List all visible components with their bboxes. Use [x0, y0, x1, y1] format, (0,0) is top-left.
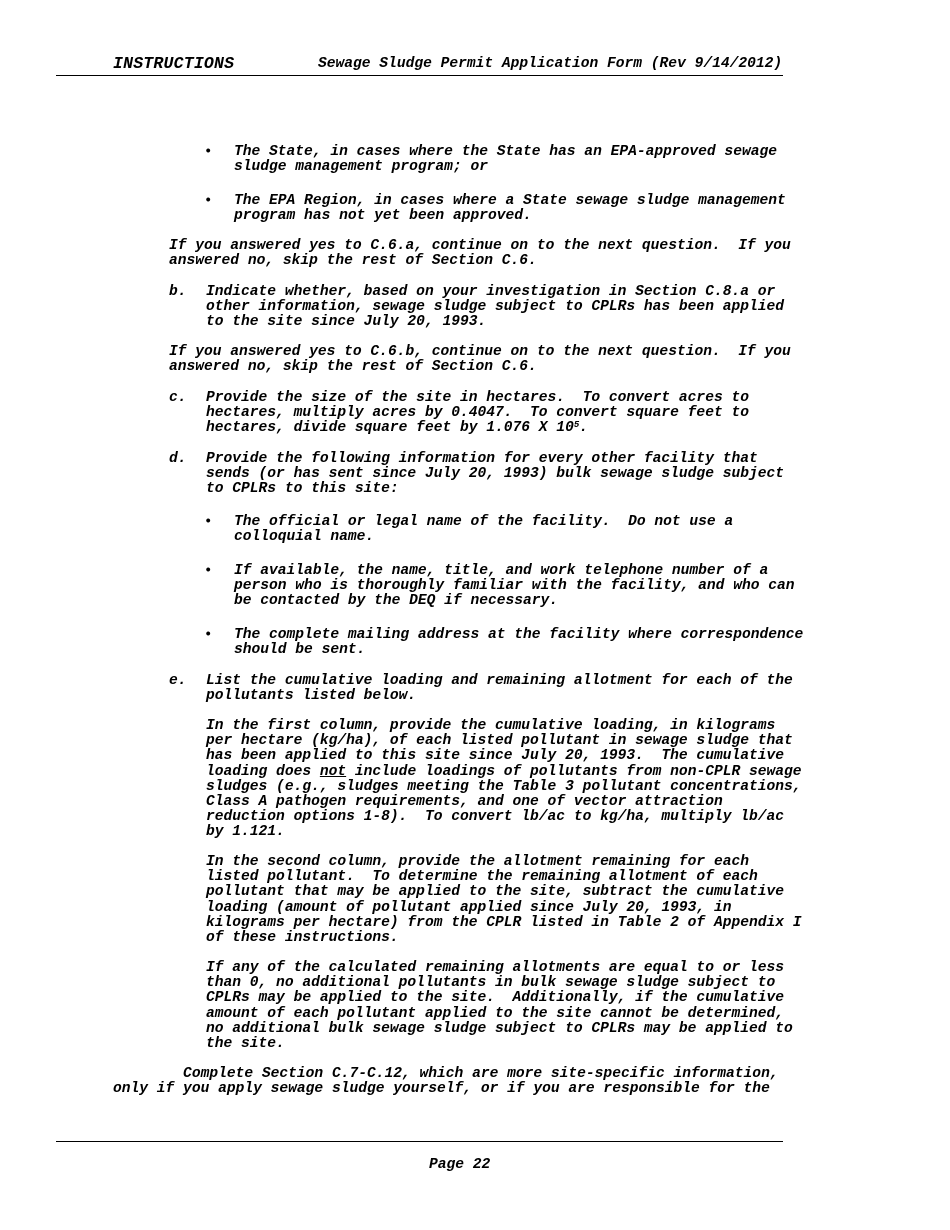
para-e1-before: In the first column, provide the cumulative loading, in kilograms per hectare (kg/ha), of each listed pollutant in sewage sludge that has been applied to this site since July 20, 1993. The cumulative loading does — [206, 718, 793, 780]
bullet-contact-person: If available, the name, title, and work telephone number of a person who is thoroughly familiar with the facility, and who can be contacted by the DEQ if necessary. — [234, 563, 795, 610]
bullet-icon: • — [204, 563, 213, 579]
footer-rule — [56, 1141, 783, 1142]
header-section-label: INSTRUCTIONS — [113, 54, 235, 73]
item-b-text: Indicate whether, based on your investigation in Section C.8.a or other information, sewage sludge subject to CPLRs has been applied to the site since July 20, 1993. — [206, 284, 785, 331]
page-number: Page 22 — [429, 1157, 491, 1173]
item-c-text — [206, 391, 749, 437]
skip-instruction-a: If you answered yes to C.6.a, continue on to the next question. If you answered no, skip the rest of Section C.6. — [169, 238, 791, 270]
item-d-label: d. — [169, 451, 187, 467]
bullet-official-name: The official or legal name of the facility. Do not use a colloquial name. — [234, 514, 734, 546]
item-d-text: Provide the following information for every other facility that sends (or has sent since July 20, 1993) bulk sewage sludge subject to CPLRs to this site: — [206, 451, 785, 498]
bullet-icon: • — [204, 627, 213, 643]
item-e-second-column-paragraph: In the second column, provide the allotment remaining for each listed pollutant. To determine the remaining allotment of each pollutant that may be applied to the site, subtract the cumulative loading (amount of pollutant applied since July 20, 1993, in kilograms per hectare) from the CPLR listed in Table 2 of Appendix I of these instructions. — [206, 854, 802, 947]
item-e-remaining-allotment-paragraph: If any of the calculated remaining allotments are equal to or less than 0, no additional pollutants in bulk sewage sludge subject to CPLRs may be applied to the site. Additionally, if the cumulative amount of each pollutant applied to the site cannot be determined, no additional bulk sewage sludge subject to CPLRs may be applied to the site. — [206, 960, 793, 1053]
item-c-end: . — [579, 420, 588, 437]
item-c-label: c. — [169, 390, 187, 406]
closing-paragraph: Complete Section C.7-C.12, which are more site-specific information, only if you apply sewage sludge yourself, or if you are responsible for the — [113, 1066, 779, 1098]
header-rule — [56, 75, 783, 76]
skip-instruction-b: If you answered yes to C.6.b, continue on to the next question. If you answered no, skip the rest of Section C.6. — [169, 344, 791, 376]
bullet-icon: • — [204, 514, 213, 530]
bullet-state: The State, in cases where the State has an EPA-approved sewage sludge management program; or — [234, 144, 777, 176]
item-c-body: Provide the size of the site in hectares. To convert acres to hectares, multiply acres by 0.4047. To convert square feet to hectares, divide square feet by 1.076 X 10 — [206, 390, 749, 437]
para-e1-underlined: not — [319, 763, 347, 780]
item-e-label: e. — [169, 673, 187, 689]
item-b-label: b. — [169, 284, 187, 300]
para-e1-after: include loadings of pollutants from non-CPLR sewage sludges (e.g., sludges meeting the Table 3 pollutant concentrations, Class A pathogen requirements, and one of vector attraction reduction options 1-8). To convert lb/ac to kg/ha, multiply lb/ac by 1.121. — [206, 763, 802, 841]
item-e-first-column-paragraph — [206, 719, 802, 841]
item-c-exponent: 5 — [573, 420, 580, 431]
bullet-mailing-address: The complete mailing address at the facility where correspondence should be sent. — [234, 627, 804, 659]
bullet-epa-region: The EPA Region, in cases where a State sewage sludge management program has not yet been approved. — [234, 193, 786, 225]
bullet-icon: • — [204, 144, 213, 160]
item-e-text: List the cumulative loading and remaining allotment for each of the pollutants listed below. — [206, 673, 793, 705]
header-form-title: Sewage Sludge Permit Application Form (Rev 9/14/2012) — [318, 56, 783, 72]
bullet-icon: • — [204, 193, 213, 209]
